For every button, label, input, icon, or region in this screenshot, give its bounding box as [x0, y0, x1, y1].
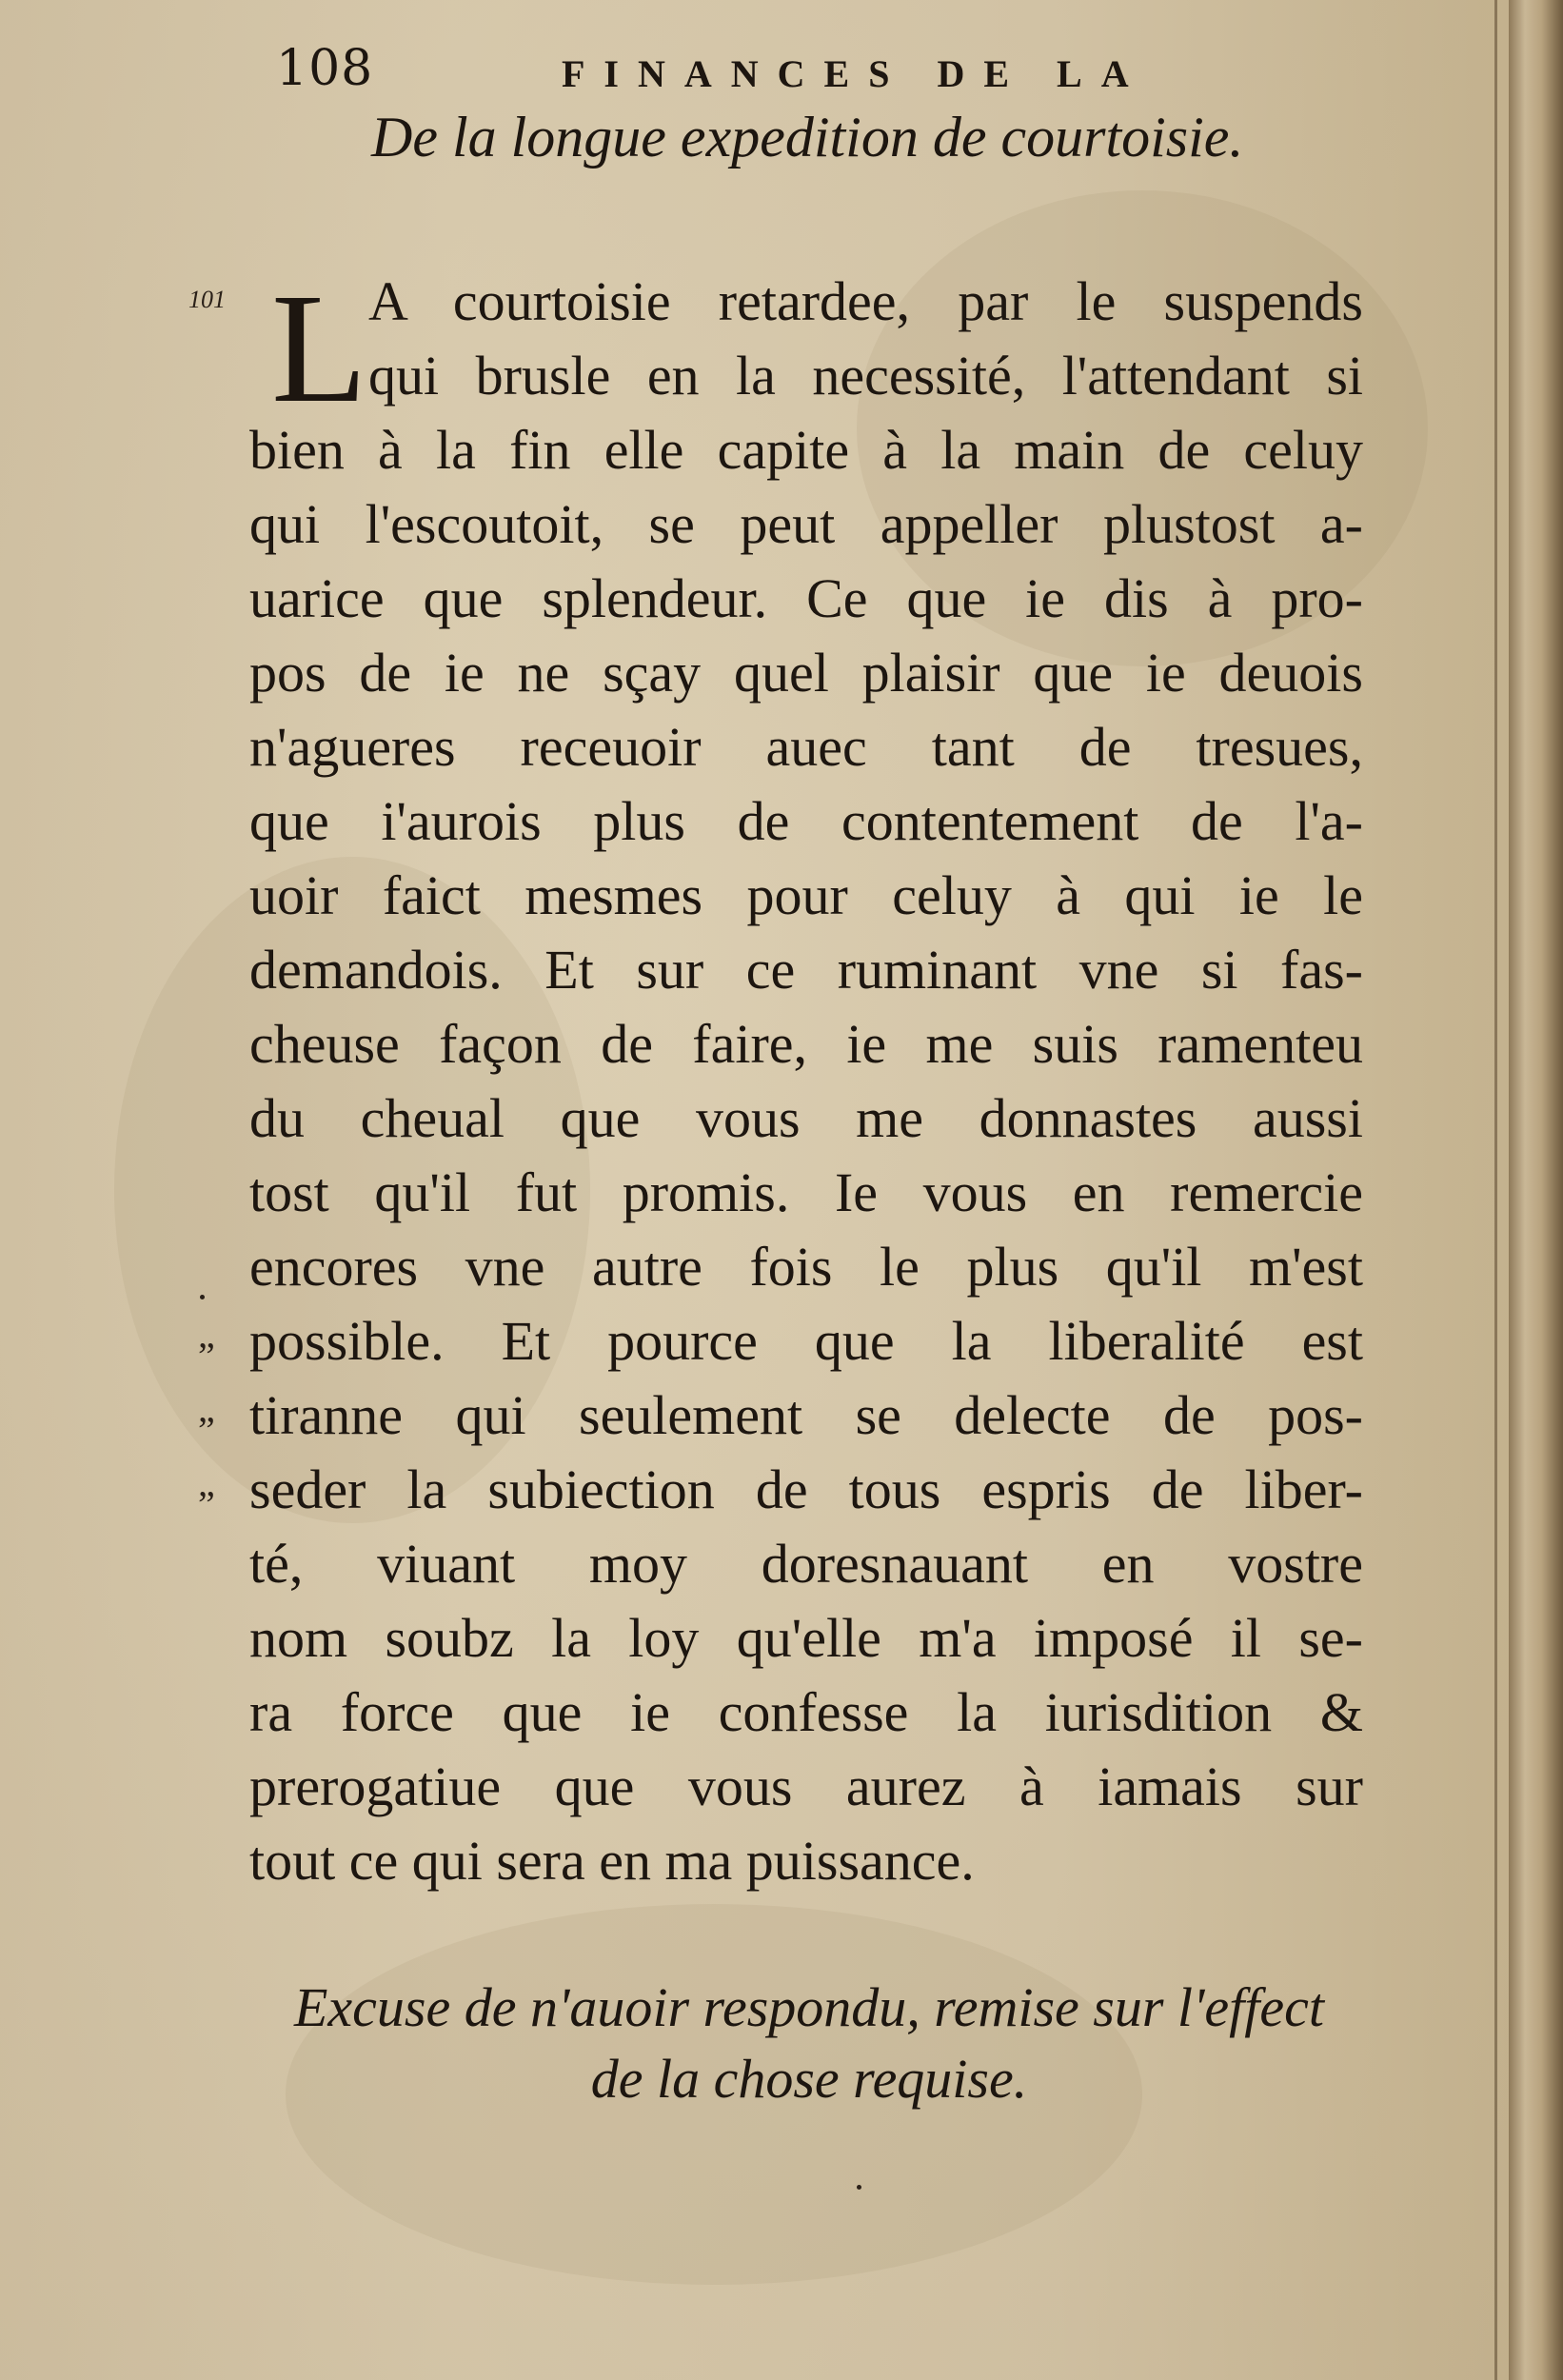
text-line: qui l'escoutoit, se peut appeller plustost a- — [249, 493, 1363, 555]
drop-cap: L — [271, 261, 367, 435]
text-line: cheuse façon de faire, ie me suis ramenteu — [249, 1013, 1363, 1075]
running-head: FINANCES DE LA — [562, 52, 1148, 95]
text-line: tout ce qui sera en ma puissance. — [249, 1830, 975, 1892]
text-line: du cheual que vous me donnastes aussi — [249, 1087, 1363, 1149]
text-line: que i'aurois plus de contentement de l'a- — [249, 790, 1363, 852]
text-line: bien à la fin elle capite à la main de celuy — [249, 419, 1363, 481]
text-line: n'agueres receuoir auec tant de tresues, — [249, 716, 1363, 778]
text-line: possible. Et pource que la liberalité est — [249, 1310, 1363, 1372]
text-line: uarice que splendeur. Ce que ie dis à pro- — [249, 567, 1363, 629]
text-line: ra force que ie confesse la iurisdition & — [249, 1681, 1363, 1743]
quotation-mark: „ — [198, 1387, 215, 1430]
text-line: encores vne autre fois le plus qu'il m'est — [249, 1236, 1363, 1298]
ink-speck — [200, 1295, 205, 1299]
ink-speck — [857, 2185, 861, 2190]
page-number: 108 — [276, 40, 374, 97]
text-line: A courtoisie retardee, par le suspends — [368, 270, 1363, 332]
next-heading-line-2: de la chose requise. — [590, 2048, 1028, 2110]
text-line: qui brusle en la necessité, l'attendant si — [368, 345, 1363, 407]
margin-number: 101 — [188, 286, 226, 313]
quotation-mark: „ — [198, 1313, 215, 1356]
book-gutter — [1509, 0, 1563, 2380]
text-line: uoir faict mesmes pour celuy à qui ie le — [249, 864, 1363, 926]
chapter-title: De la longue expedition de courtoisie. — [371, 106, 1244, 169]
page-header — [276, 40, 1380, 107]
quotation-mark: „ — [198, 1461, 215, 1504]
text-line: tiranne qui seulement se delecte de pos- — [249, 1384, 1363, 1446]
text-line: seder la subiection de tous espris de liber- — [249, 1458, 1363, 1520]
text-line: nom soubz la loy qu'elle m'a imposé il se- — [249, 1607, 1363, 1669]
page-edge — [1494, 0, 1497, 2380]
text-line: tost qu'il fut promis. Ie vous en remercie — [249, 1161, 1363, 1223]
text-line: pos de ie ne sçay quel plaisir que ie deuois — [249, 642, 1363, 704]
text-line: té, viuant moy doresnauant en vostre — [249, 1533, 1363, 1595]
text-line: demandois. Et sur ce ruminant vne si fas- — [249, 939, 1363, 1001]
next-heading-line-1: Excuse de n'auoir respondu, remise sur l'effect — [293, 1976, 1324, 2038]
text-line: prerogatiue que vous aurez à iamais sur — [249, 1755, 1363, 1817]
